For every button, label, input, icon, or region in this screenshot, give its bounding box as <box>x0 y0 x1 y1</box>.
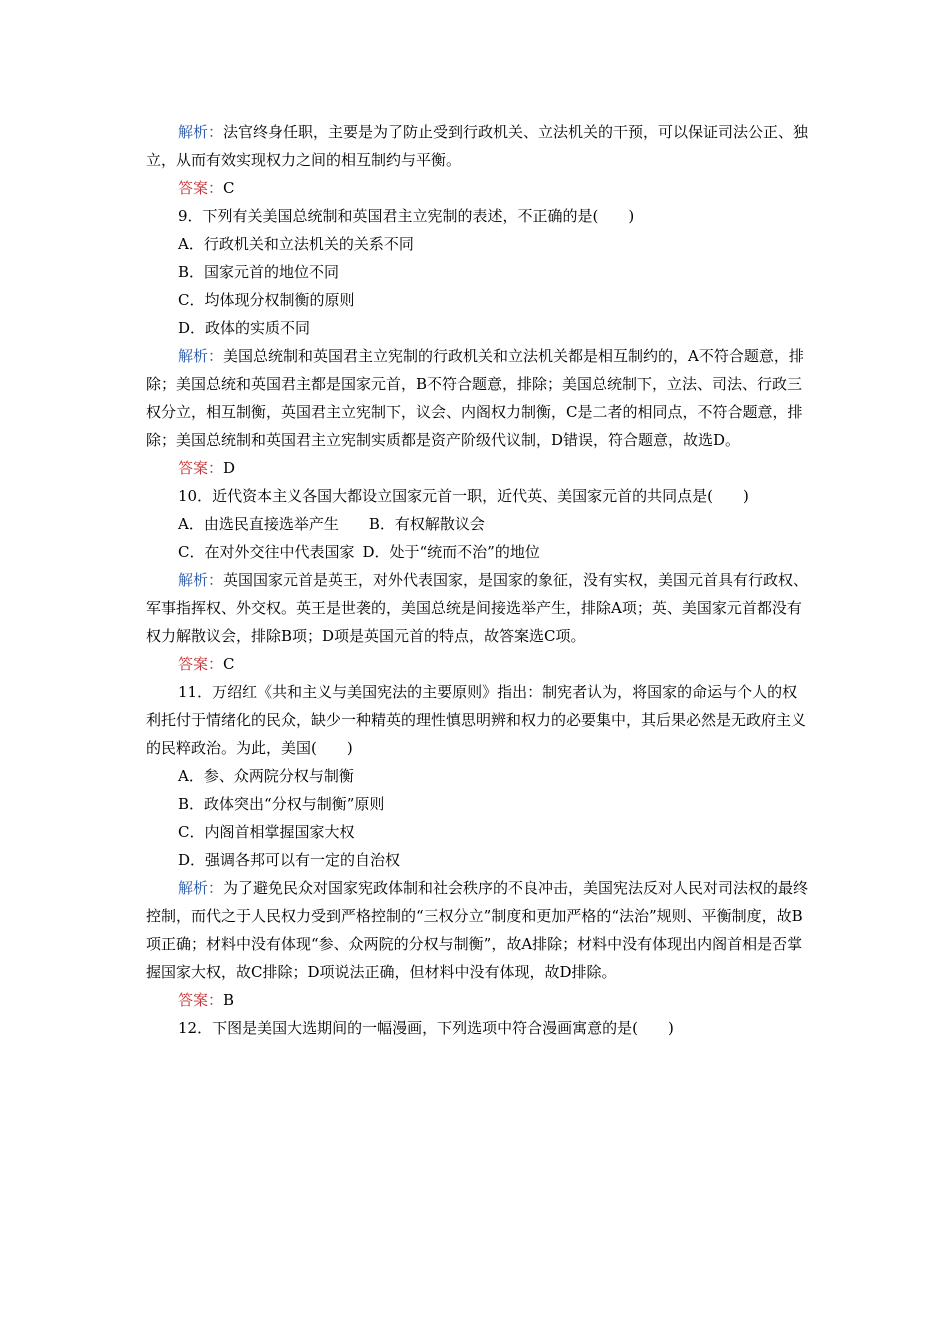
analysis-paragraph <box>146 118 810 174</box>
analysis-paragraph <box>146 566 810 650</box>
answer-value: B <box>223 991 235 1009</box>
option-d: D．处于“统而不治”的地位 <box>362 543 540 561</box>
question-10: 10．近代资本主义各国大都设立国家元首一职，近代英、美国家元首的共同点是( ) <box>178 487 749 505</box>
answer-label: 答案： <box>178 459 224 477</box>
analysis-label: 解析： <box>178 571 224 589</box>
option-a: A．由选民直接选举产生 <box>178 515 339 533</box>
analysis-text: 法官终身任职，主要是为了防止受到行政机关、立法机关的干预，可以保证司法公正、独立，从而有效实现权力之间的相互制约与平衡。 <box>146 123 809 169</box>
option-row <box>146 538 810 566</box>
analysis-text: 美国总统制和英国君主立宪制的行政机关和立法机关都是相互制约的，A不符合题意，排除；美国总统和英国君主都是国家元首，B不符合题意，排除；美国总统制下，立法、司法、行政三权分立，相互制衡，英国君主立宪制下，议会、内阁权力制衡，C是二者的相同点，不符合题意，排除；美国总统制和英国君主立宪制实质都是资产阶级代议制，D错误，符合题意，故选D。 <box>146 347 804 449</box>
question-11: 11．万绍红《共和主义与美国宪法的主要原则》指出：制宪者认为，将国家的命运与个人的权利托付于情绪化的民众，缺少一种精英的理性慎思明辨和权力的必要集中，其后果必然是无政府主义的民粹政治。为此，美国( ) <box>146 683 807 757</box>
answer-label: 答案： <box>178 179 224 197</box>
option-b: B．政体突出“分权与制衡”原则 <box>178 795 385 813</box>
question-9: 9．下列有关美国总统制和英国君主立宪制的表述，不正确的是( ) <box>178 207 635 225</box>
option-a: A．参、众两院分权与制衡 <box>178 767 354 785</box>
analysis-label: 解析： <box>178 879 224 897</box>
answer-line <box>146 650 810 678</box>
option-c: C．内阁首相掌握国家大权 <box>178 823 355 841</box>
option-c: C．均体现分权制衡的原则 <box>178 291 355 309</box>
answer-line <box>146 454 810 482</box>
option-b: B．国家元首的地位不同 <box>178 263 340 281</box>
answer-label: 答案： <box>178 655 224 673</box>
analysis-label: 解析： <box>178 347 224 365</box>
option-c: C．在对外交往中代表国家 <box>178 543 355 561</box>
analysis-paragraph <box>146 342 810 454</box>
answer-value: C <box>223 179 235 197</box>
question-12: 12．下图是美国大选期间的一幅漫画，下列选项中符合漫画寓意的是( ) <box>178 1019 674 1037</box>
option-d: D．强调各邦可以有一定的自治权 <box>178 851 401 869</box>
option-d: D．政体的实质不同 <box>178 319 311 337</box>
answer-line <box>146 986 810 1014</box>
document-content <box>146 118 810 1042</box>
answer-value: C <box>223 655 235 673</box>
option-b: B．有权解散议会 <box>368 515 485 533</box>
analysis-text: 为了避免民众对国家宪政体制和社会秩序的不良冲击，美国宪法反对人民对司法权的最终控制，而代之于人民权力受到严格控制的“三权分立”制度和更加严格的“法治”规则、平衡制度，故B项正确；材料中没有体现“参、众两院的分权与制衡”，故A排除；材料中没有体现出内阁首相是否掌握国家大权，故C排除；D项说法正确，但材料中没有体现，故D排除。 <box>146 879 809 981</box>
analysis-paragraph <box>146 874 810 986</box>
analysis-label: 解析： <box>178 123 224 141</box>
analysis-text: 英国国家元首是英王，对外代表国家，是国家的象征，没有实权，美国元首具有行政权、军事指挥权、外交权。英王是世袭的，美国总统是间接选举产生，排除A项；英、美国家元首都没有权力解散议会，排除B项；D项是英国元首的特点，故答案选C项。 <box>146 571 809 645</box>
answer-line <box>146 174 810 202</box>
option-a: A．行政机关和立法机关的关系不同 <box>178 235 414 253</box>
option-row <box>146 510 810 538</box>
answer-value: D <box>223 459 236 477</box>
answer-label: 答案： <box>178 991 224 1009</box>
